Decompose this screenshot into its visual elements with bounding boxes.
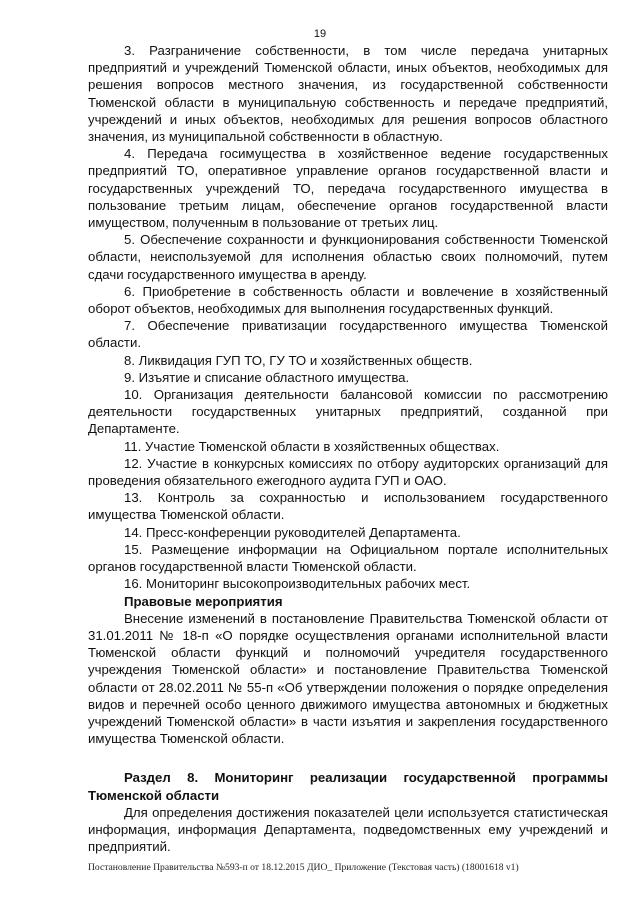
legal-measures-text: Внесение изменений в постановление Правительства Тюменской области от 31.01.2011 № 18-п «О порядке осуществления органами исполнительной власти Тюменской области функций и полномочий учредителя государственного учреждения Тюменской области» и постановление Правительства Тюменской области от 28.02.2011 № 55-п «Об утверждении положения о порядке определения видов и перечней особо ценного движимого имущества автономных и бюджетных учреждений Тюменской области» в части изъятия и закрепления государственного имущества Тюменской области. bbox=[88, 610, 608, 747]
list-item: 7. Обеспечение приватизации государственного имущества Тюменской области. bbox=[88, 318, 608, 351]
page-number: 19 bbox=[313, 28, 327, 40]
list-item: 11. Участие Тюменской области в хозяйственных обществах. bbox=[124, 438, 500, 454]
list-item: 4. Передача госимущества в хозяйственное ведение государственных предприятий ТО, оперативное управление органов государственной власти и государственных учреждений ТО, передача государственного имущества в пользование третьим лицам, обеспечение органов государственной власти имуществом, полученным в пользование от третьих лиц. bbox=[88, 146, 608, 231]
legal-measures-heading: Правовые мероприятия bbox=[124, 593, 283, 609]
list-item: 6. Приобретение в собственность области и вовлечение в хозяйственный оборот объектов, необходимых для выполнения государственных функций. bbox=[88, 283, 608, 317]
list-item: 5. Обеспечение сохранности и функционирования собственности Тюменской области, неиспользуемой для исполнения областью своих полномочий, путем сдачи государственного имущества в аренду. bbox=[88, 232, 608, 282]
list-item: 16. Мониторинг высокопроизводительных рабочих мест. bbox=[124, 576, 471, 592]
list-item: 10. Организация деятельности балансовой комиссии по рассмотрению деятельности государственных унитарных предприятий, созданной при Департаменте. bbox=[88, 387, 608, 437]
section-heading: Раздел 8. Мониторинг реализации государственной программы Тюменской области bbox=[88, 770, 608, 803]
section-text: Для определения достижения показателей цели используется статистическая информация, информация Департамента, подведомственных ему учреждений и предприятий. bbox=[88, 804, 608, 855]
list-item: 8. Ликвидация ГУП ТО, ГУ ТО и хозяйственных обществ. bbox=[124, 352, 473, 368]
list-item: 14. Пресс-конференции руководителей Департамента. bbox=[124, 524, 461, 540]
list-item: 9. Изъятие и списание областного имущества. bbox=[124, 369, 410, 385]
list-item: 15. Размещение информации на Официальном портале исполнительных органов государственной власти Тюменской области. bbox=[88, 541, 608, 575]
list-item: 3. Разграничение собственности, в том числе передача унитарных предприятий и учреждений Тюменской области, иных объектов, необходимых для решения вопросов местного значения, из государственной собственности Тюменской области в муниципальную собственность и передаче предприятий, учреждений и иных объектов, необходимых для решения вопросов областного значения, из муниципальной собственности в областную. bbox=[88, 43, 608, 145]
document-body bbox=[88, 42, 608, 855]
list-item: 13. Контроль за сохранностью и использованием государственного имущества Тюменской области. bbox=[88, 490, 608, 523]
list-item: 12. Участие в конкурсных комиссиях по отбору аудиторских организаций для проведения обязательного ежегодного аудита ГУП и ОАО. bbox=[88, 455, 608, 489]
page-footer: Постановление Правительства №593-п от 18.12.2015 ДИО_ Приложение (Текстовая часть) (18001618 v1) bbox=[88, 862, 519, 873]
